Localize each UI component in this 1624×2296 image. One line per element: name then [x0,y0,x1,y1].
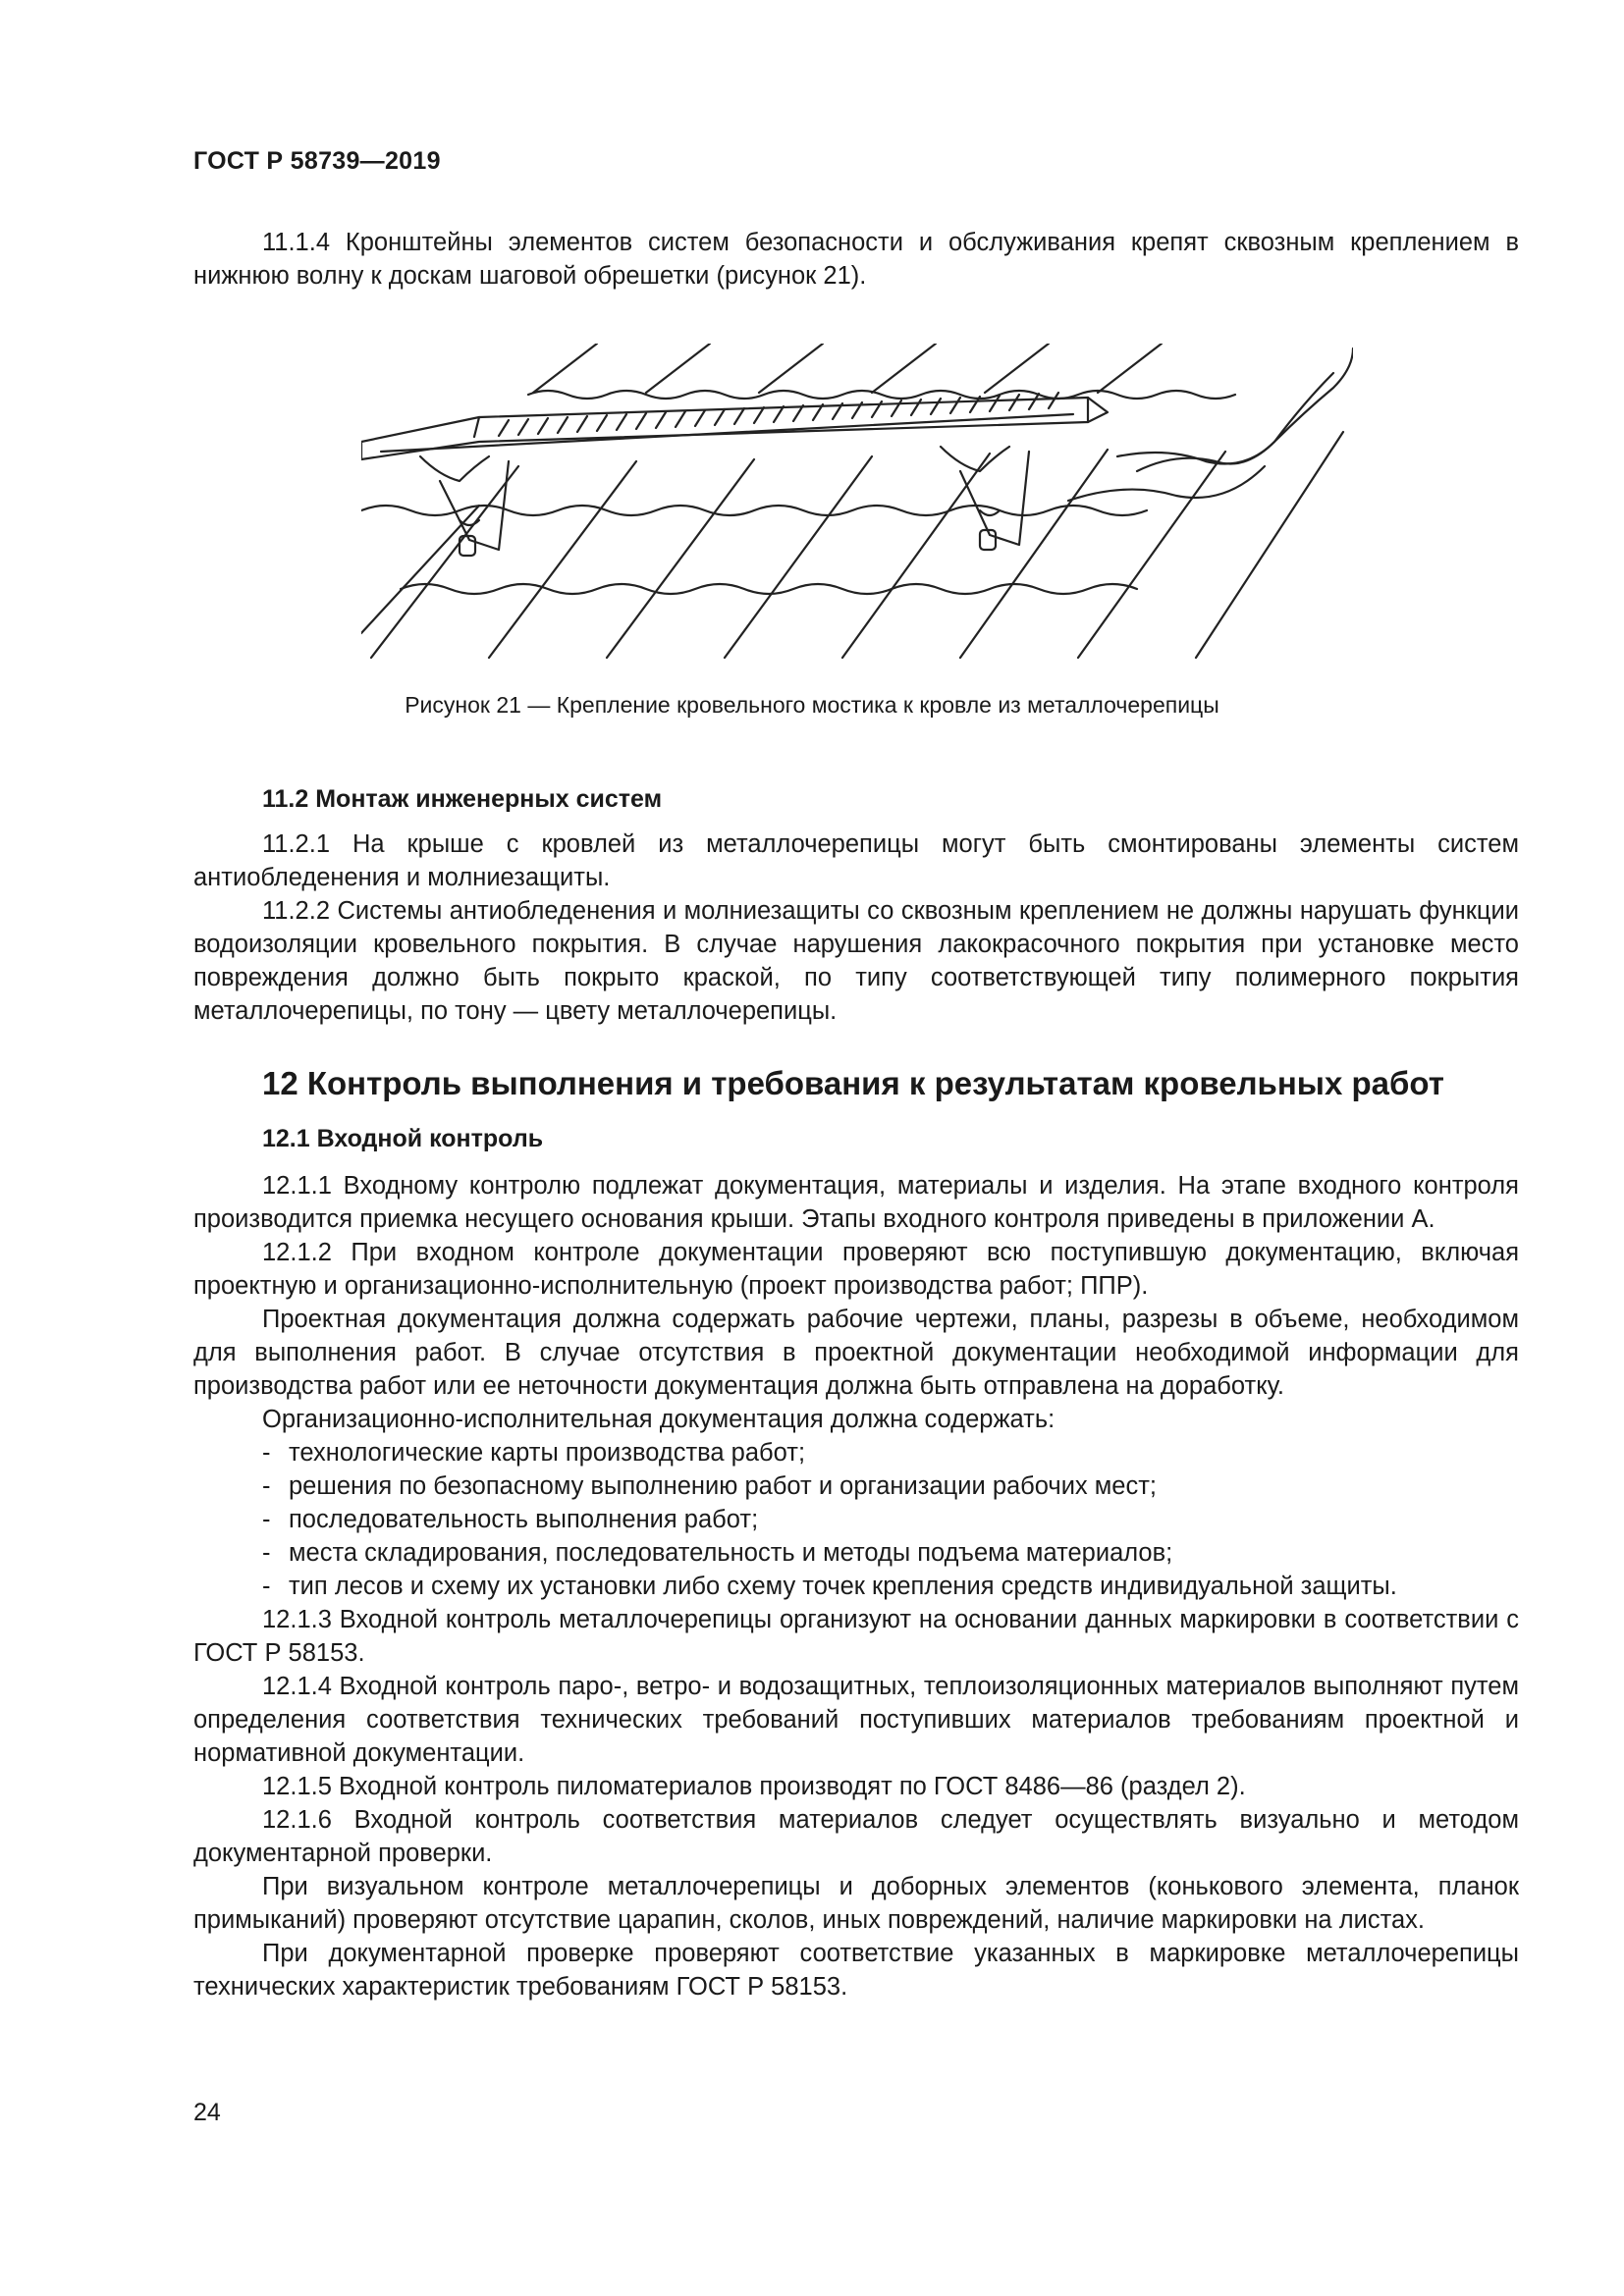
list-dash: - [262,1539,271,1567]
paragraph-12-1-6: 12.1.6 Входной контроль соответствия материалов следует осуществлять визуально и методом документарной проверки. [193,1806,1519,1867]
list-item: - тип лесов и схему их установки либо схему точек крепления средств индивидуальной защиты. [193,1570,1519,1603]
paragraph-11-2-1: 11.2.1 На крыше с кровлей из металлочерепицы могут быть смонтированы элементы систем антиобледенения и молниезащиты. [193,830,1519,891]
paragraph-doc-check: При документарной проверке проверяют соответствие указанных в маркировке металлочерепицы технических характеристик требованиям ГОСТ Р 58153. [193,1940,1519,2001]
section-12-1-title: 12.1 Входной контроль [262,1125,544,1152]
list-item: - места складирования, последовательность и методы подъема материалов; [193,1536,1519,1570]
requirements-list [193,1436,1519,1603]
list-dash: - [262,1506,271,1533]
paragraph-12-1-4: 12.1.4 Входной контроль паро-, ветро- и водозащитных, теплоизоляционных материалов выполняют путем определения соответствия технических требований поступивших материалов требованиям проектной и нормативной документации. [193,1673,1519,1767]
list-dash: - [262,1573,271,1600]
paragraph-visual-check: При визуальном контроле металлочерепицы и доборных элементов (конькового элемента, планок примыканий) проверяют отсутствие царапин, сколов, иных повреждений, наличие маркировки на листах. [193,1873,1519,1934]
section-12 [193,1067,1519,2003]
paragraph-12-1-5: 12.1.5 Входной контроль пиломатериалов производят по ГОСТ 8486—86 (раздел 2). [262,1773,1246,1800]
bracket-left [420,456,489,481]
roof-wave-row [528,391,1235,399]
paragraph-11-1-4: 11.1.4 Кронштейны элементов систем безопасности и обслуживания крепят сквозным креплением в нижнюю волну к доскам шаговой обрешетки (рисунок 21). [193,229,1519,290]
list-item: - последовательность выполнения работ; [193,1503,1519,1536]
list-item: - решения по безопасному выполнению работ и организации рабочих мест; [193,1469,1519,1503]
paragraph-12-1-3: 12.1.3 Входной контроль металлочерепицы организуют на основании данных маркировки в соответствии с ГОСТ Р 58153. [193,1606,1519,1667]
intro-block [193,226,1519,293]
list-item: - технологические карты производства работ; [193,1436,1519,1469]
section-12-title: 12 Контроль выполнения и требования к результатам кровельных работ [262,1065,1444,1101]
document-header: ГОСТ Р 58739—2019 [193,147,441,175]
roof-bridge-drawing-icon [361,344,1353,667]
bridge-platform [361,398,1108,459]
paragraph-12-1-2: 12.1.2 При входном контроле документации проверяют всю поступившую документацию, включая проектную и организационно-исполнительную (проект производства работ; ППР). [193,1239,1519,1300]
section-11-2-title: 11.2 Монтаж инженерных систем [262,785,663,813]
list-dash: - [262,1472,271,1500]
page-number: 24 [193,2099,221,2126]
figure-caption: Рисунок 21 — Крепление кровельного мостика к кровле из металлочерепицы [405,692,1219,718]
paragraph-11-2-2: 11.2.2 Системы антиобледенения и молниезащиты со сквозным креплением не должны нарушать функции водоизоляции кровельного покрытия. В случае нарушения лакокрасочного покрытия при установке место повреждения должно быть покрыто краской, по типу соответствующей типу полимерного покрытия металлочерепицы, по тону — цвету металлочерепицы. [193,897,1519,1025]
list-dash: - [262,1439,271,1467]
paragraph-org-doc: Организационно-исполнительная документация должна содержать: [262,1406,1056,1433]
bracket-right [941,447,1009,471]
paragraph-project-doc: Проектная документация должна содержать рабочие чертежи, планы, разрезы в объеме, необходимом для выполнения работ. В случае отсутствия в проектной документации необходимой информации для производства работ или ее неточности документация должна быть отправлена на доработку. [193,1306,1519,1400]
paragraph-12-1-1: 12.1.1 Входному контролю подлежат документация, материалы и изделия. На этапе входного контроля производится приемка несущего основания крыши. Этапы входного контроля приведены в приложении А. [193,1172,1519,1233]
section-11-2 [193,782,1519,1028]
